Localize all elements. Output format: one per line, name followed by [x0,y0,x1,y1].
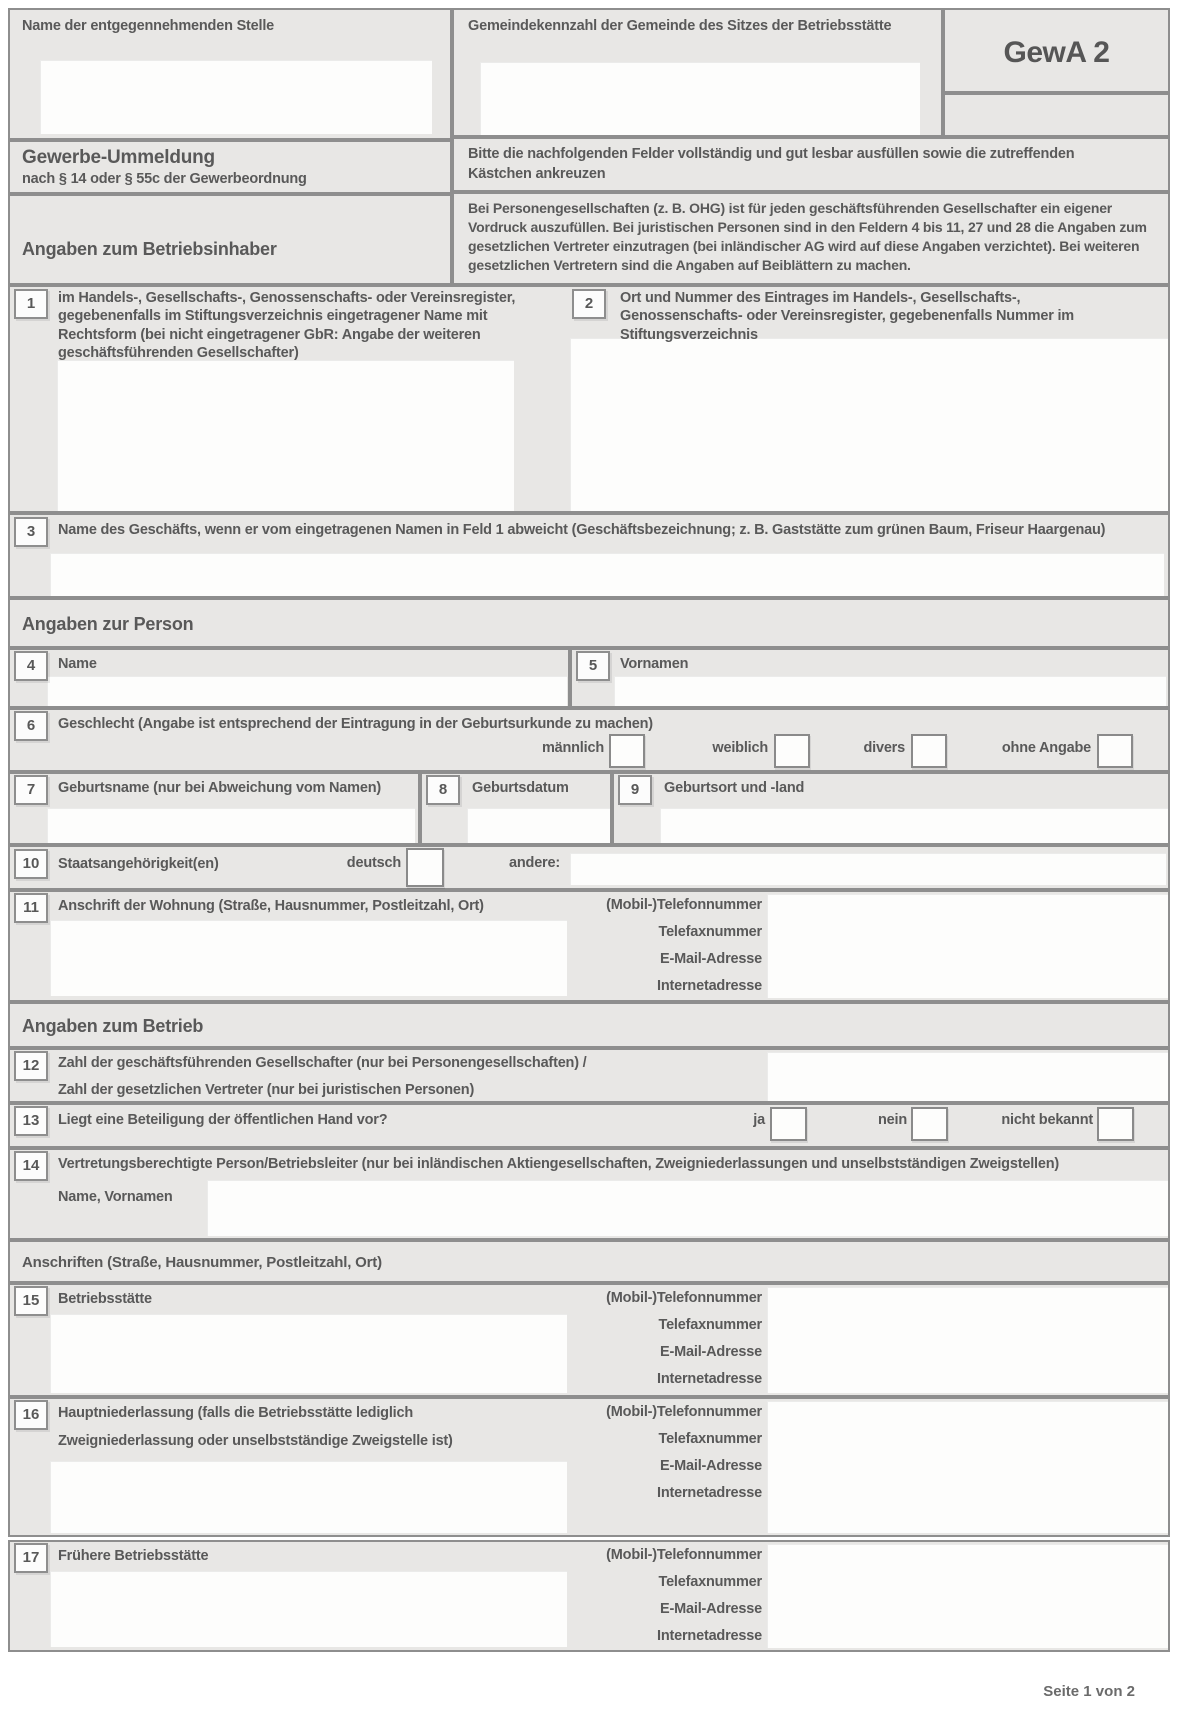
field-16-fax-label: Telefaxnummer [658,1431,762,1447]
field-3-label: Name des Geschäfts, wenn er vom eingetragenen Namen in Feld 1 abweicht (Geschäftsbezeichnung; z. B. Gaststätte zum grünen Baum, Friseur Haargenau) [58,522,1106,538]
field-17-number-badge: 17 [14,1543,48,1573]
field-13-label: Liegt eine Beteiligung der öffentlichen Hand vor? [58,1112,388,1128]
field-17-email-label: E-Mail-Adresse [660,1601,762,1617]
page-number: Seite 1 von 2 [1043,1683,1135,1700]
field-4-input[interactable] [47,676,567,706]
field-9-input[interactable] [660,808,1168,843]
field-17-address-input[interactable] [50,1571,567,1647]
nationality-german-label: deutsch [346,855,401,871]
owner-instruction-cell [452,192,1170,285]
form-subtitle: nach § 14 oder § 55c der Gewerbeordnung [22,171,307,187]
field-12-label-line1: Zahl der geschäftsführenden Gesellschafter (nur bei Personengesellschaften) / [58,1055,587,1071]
field-15-contact-input[interactable] [767,1287,1168,1393]
field-3-input[interactable] [50,553,1164,596]
field-11-web-label: Internetadresse [657,978,762,994]
field-15-fax-label: Telefaxnummer [658,1317,762,1333]
field-5-label: Vornamen [620,656,689,672]
field-8-number-badge: 8 [426,775,460,805]
form-code: GewA 2 [1003,36,1110,69]
gender-label-divers: divers [863,740,905,756]
field-16-contact-input[interactable] [767,1401,1168,1533]
nationality-german-checkbox[interactable] [406,848,444,887]
field-14-input[interactable] [207,1180,1168,1236]
field-4-number-badge: 4 [14,651,48,681]
field-9-number-badge: 9 [618,775,652,805]
gender-checkbox-divers[interactable] [911,734,947,768]
form-code-cell [943,8,1170,93]
field-3-number-badge: 3 [14,517,48,547]
betrieb-section-heading: Angaben zum Betrieb [22,1016,204,1036]
nationality-other-label: andere: [509,855,560,871]
field-14-sub-label: Name, Vornamen [58,1189,173,1205]
field-15-email-label: E-Mail-Adresse [660,1344,762,1360]
field-12-input[interactable] [767,1052,1168,1101]
gender-label-maennlich: männlich [541,740,604,756]
municipality-code-label: Gemeindekennzahl der Gemeinde des Sitzes der Betriebsstätte [468,18,892,34]
field-2-input[interactable] [570,338,1168,511]
field-7-input[interactable] [47,808,415,843]
fill-instruction-cell [452,137,1170,192]
form-title: Gewerbe-Ummeldung [22,147,215,168]
field-13-number-badge: 13 [14,1106,48,1136]
field-16-number-badge: 16 [14,1400,48,1430]
field-9-label: Geburtsort und -land [664,780,805,796]
field-15-label: Betriebsstätte [58,1291,152,1307]
field-16-label-line1: Hauptniederlassung (falls die Betriebsstätte lediglich [58,1405,414,1421]
gender-label-ohne-angabe: ohne Angabe [1001,740,1091,756]
field-17-contact-input[interactable] [767,1544,1168,1648]
gender-checkbox-weiblich[interactable] [774,734,810,768]
field-11-email-label: E-Mail-Adresse [660,951,762,967]
field-11-label: Anschrift der Wohnung (Straße, Hausnummer, Postleitzahl, Ort) [58,898,484,914]
field-7-label: Geburtsname (nur bei Abweichung vom Namen) [58,780,381,796]
receiving-office-label: Name der entgegennehmenden Stelle [22,18,275,34]
field-6-label: Geschlecht (Angabe ist entsprechend der Eintragung in der Geburtsurkunde zu machen) [58,716,653,732]
owner-section-cell [8,194,452,285]
gender-checkbox-maennlich[interactable] [609,734,645,768]
field-11-phone-label: (Mobil-)Telefonnummer [606,897,762,913]
public-hand-unknown-checkbox[interactable] [1097,1107,1134,1141]
anschriften-section-row [8,1240,1170,1283]
field-15-number-badge: 15 [14,1286,48,1316]
field-8-label: Geburtsdatum [472,780,569,796]
field-16-address-input[interactable] [50,1461,567,1533]
field-10-label: Staatsangehörigkeit(en) [58,856,219,872]
anschriften-section-heading: Anschriften (Straße, Hausnummer, Postleitzahl, Ort) [22,1254,382,1271]
field-14-label: Vertretungsberechtigte Person/Betriebsleiter (nur bei inländischen Aktiengesellschaften, Zweigniederlassungen und unselbstständigen Zweigstellen) [58,1156,1059,1172]
field-11-address-input[interactable] [50,920,567,996]
public-hand-yes-label: ja [753,1112,765,1128]
gender-label-weiblich: weiblich [712,740,768,756]
public-hand-no-label: nein [877,1112,907,1128]
field-1-input[interactable] [57,360,514,511]
field-2-label: Ort und Nummer des Eintrages im Handels-, Gesellschafts-, Genossenschafts- oder Vereinsregister, gegebenenfalls Nummer im Stiftungsverzeichnis [620,290,1074,343]
public-hand-no-checkbox[interactable] [911,1107,948,1141]
receiving-office-cell [8,8,452,140]
field-15-web-label: Internetadresse [657,1371,762,1387]
betrieb-section-row [8,1002,1170,1048]
person-section-heading: Angaben zur Person [22,614,194,634]
receiving-office-input[interactable] [40,60,432,134]
field-4-label: Name [58,656,97,672]
field-5-input[interactable] [614,676,1166,706]
field-17-fax-label: Telefaxnummer [658,1574,762,1590]
owner-instruction: Bei Personengesellschaften (z. B. OHG) ist für jeden geschäftsführenden Gesellschafter ein eigener Vordruck auszufüllen. Bei juristischen Personen sind in den Feldern 4 bis 11, 27 und 28 die Angaben zum gesetzlichen Vertreter einzutragen (bei inländischer AG wird auf diese Angaben verzichtet). Bei weiteren gesetzlichen Vertretern sind die Angaben auf Beiblättern zu machen. [468,200,1147,273]
field-2-number-badge: 2 [572,289,606,319]
field-12-number-badge: 12 [14,1051,48,1081]
field-7-number-badge: 7 [14,775,48,805]
municipality-code-cell [452,8,943,137]
field-16-email-label: E-Mail-Adresse [660,1458,762,1474]
field-10-number-badge: 10 [14,849,48,879]
field-17-web-label: Internetadresse [657,1628,762,1644]
public-hand-unknown-label: nicht bekannt [1001,1112,1093,1128]
field-17-phone-label: (Mobil-)Telefonnummer [606,1547,762,1563]
field-11-contact-input[interactable] [767,894,1168,998]
field-14-number-badge: 14 [14,1151,48,1181]
field-10-other-input[interactable] [570,853,1166,885]
form-title-cell [8,140,452,194]
field-1-label: im Handels-, Gesellschafts-, Genossenschafts- oder Vereinsregister, gegebenenfalls im Stiftungsverzeichnis eingetragener Name mit Rechtsform (bei nicht eingetragener GbR: Angabe der weiteren geschäftsführenden Gesellschafter) [58,290,516,361]
field-11-fax-label: Telefaxnummer [658,924,762,940]
person-section-row [8,598,1170,648]
field-15-address-input[interactable] [50,1314,567,1393]
field-5-number-badge: 5 [576,651,610,681]
gender-checkbox-ohne-angabe[interactable] [1097,734,1133,768]
field-1-number-badge: 1 [14,289,48,319]
field-16-phone-label: (Mobil-)Telefonnummer [606,1404,762,1420]
public-hand-yes-checkbox[interactable] [770,1107,807,1141]
field-8-input[interactable] [467,808,610,843]
field-17-label: Frühere Betriebsstätte [58,1548,209,1564]
field-15-phone-label: (Mobil-)Telefonnummer [606,1290,762,1306]
field-12-label-line2: Zahl der gesetzlichen Vertreter (nur bei juristischen Personen) [58,1082,475,1098]
municipality-code-input[interactable] [480,62,920,135]
owner-section-heading: Angaben zum Betriebsinhaber [22,239,277,259]
field-16-label-line2: Zweigniederlassung oder unselbstständige Zweigstelle ist) [58,1433,453,1449]
field-16-web-label: Internetadresse [657,1485,762,1501]
field-6-number-badge: 6 [14,711,48,741]
form-code-empty-cell [943,93,1170,137]
field-11-number-badge: 11 [14,893,48,923]
fill-instruction: Bitte die nachfolgenden Felder vollständig und gut lesbar ausfüllen sowie die zutreffenden Kästchen ankreuzen [468,146,1075,182]
